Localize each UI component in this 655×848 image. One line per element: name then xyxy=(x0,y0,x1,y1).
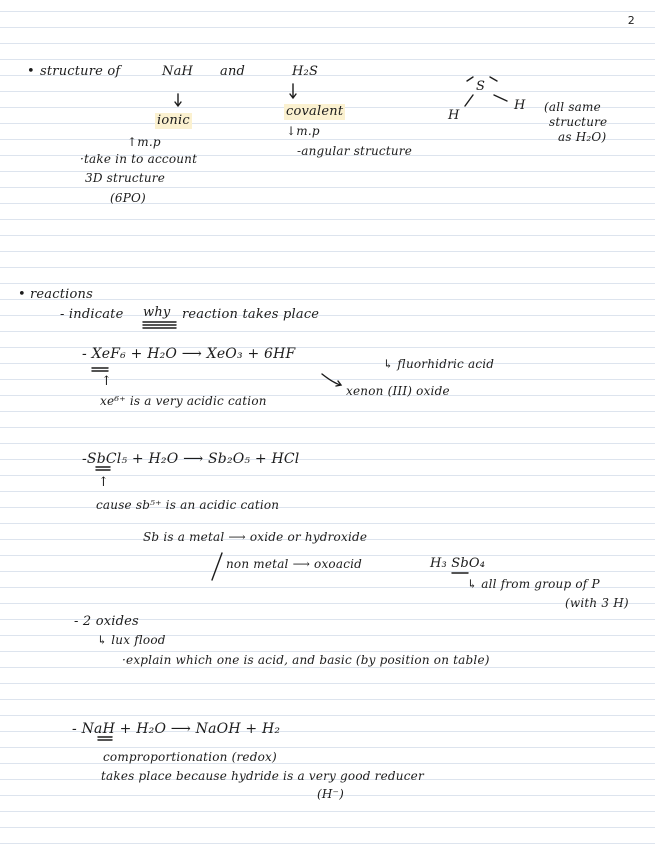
label-h2s: H₂S xyxy=(292,64,319,79)
ionic-note-2: 3D structure xyxy=(85,171,166,185)
lone-pair-right xyxy=(490,77,497,81)
label-covalent: covalent xyxy=(286,104,344,119)
bond-s-h-left xyxy=(465,95,473,106)
eq-xef6: - XeF₆ + H₂O ⟶ XeO₃ + 6HF xyxy=(82,346,296,362)
bullet-structure: • xyxy=(27,64,35,79)
same-structure-1: (all same xyxy=(544,100,601,114)
note-group-p: ↳ all from group of P xyxy=(467,577,600,591)
note-fluorhidric: ↳ fluorhidric acid xyxy=(383,357,495,371)
note-with-3h: (with 3 H) xyxy=(565,596,629,610)
atom-s: S xyxy=(476,79,486,94)
note-takes-place: takes place because hydride is a very good reducer xyxy=(101,769,424,783)
underline-nah xyxy=(98,737,112,740)
ionic-note-1: ·take in to account xyxy=(80,152,198,166)
heading-oxides: - 2 oxides xyxy=(74,614,139,629)
atom-h-right: H xyxy=(514,98,526,113)
arrow-xenon-oxide xyxy=(322,374,341,386)
bullet-reactions: • xyxy=(18,287,26,302)
eq-sbcl5: -SbCl₅ + H₂O ⟶ Sb₂O₅ + HCl xyxy=(82,451,300,467)
note-non-metal: non metal ⟶ oxoacid xyxy=(226,557,363,571)
note-comproportionation: comproportionation (redox) xyxy=(103,750,277,764)
heading-reactions: reactions xyxy=(30,287,93,302)
same-structure-3: as H₂O) xyxy=(558,130,607,144)
bond-s-h-right xyxy=(494,95,507,101)
underline-why xyxy=(143,322,176,328)
underline-sb xyxy=(96,467,110,470)
heading-structure: structure of xyxy=(40,64,121,79)
ionic-mp: ↑m.p xyxy=(127,135,161,149)
arrow-h2s-covalent xyxy=(290,84,296,98)
lone-pair-left xyxy=(467,77,473,81)
same-structure-2: structure xyxy=(549,115,608,129)
note-sb-metal: Sb is a metal ⟶ oxide or hydroxide xyxy=(143,530,368,544)
atom-h-left: H xyxy=(448,108,460,123)
indicate-post: reaction takes place xyxy=(182,307,320,322)
arrow-xe: ↑ xyxy=(101,374,113,389)
page-number: 2 xyxy=(627,14,635,27)
covalent-mp: ↓m.p xyxy=(286,124,320,138)
underline-xe xyxy=(92,368,108,371)
ionic-note-3: (6PO) xyxy=(110,191,146,205)
note-xenon-oxide: xenon (III) oxide xyxy=(346,384,450,398)
note-xe-cation: xe⁶⁺ is a very acidic cation xyxy=(100,394,267,408)
formula-h3sbo4: H₃ SbO₄ xyxy=(430,556,486,571)
note-explain: ·explain which one is acid, and basic (by position on table) xyxy=(122,653,490,667)
indicate-pre: - indicate xyxy=(60,307,124,322)
arrow-sb: ↑ xyxy=(98,475,110,490)
slash-divider xyxy=(212,553,222,580)
label-ionic: ionic xyxy=(157,113,190,128)
eq-nah: - NaH + H₂O ⟶ NaOH + H₂ xyxy=(72,721,281,737)
note-h-minus: (H⁻) xyxy=(317,787,344,801)
label-nah: NaH xyxy=(162,64,194,79)
angular-structure: -angular structure xyxy=(297,144,413,158)
indicate-why: why xyxy=(143,305,171,320)
arrow-nah-ionic xyxy=(175,94,181,106)
note-lux-flood: ↳ lux flood xyxy=(97,633,166,647)
note-sb-cation: cause sb⁵⁺ is an acidic cation xyxy=(96,498,280,512)
label-and: and xyxy=(220,64,246,79)
